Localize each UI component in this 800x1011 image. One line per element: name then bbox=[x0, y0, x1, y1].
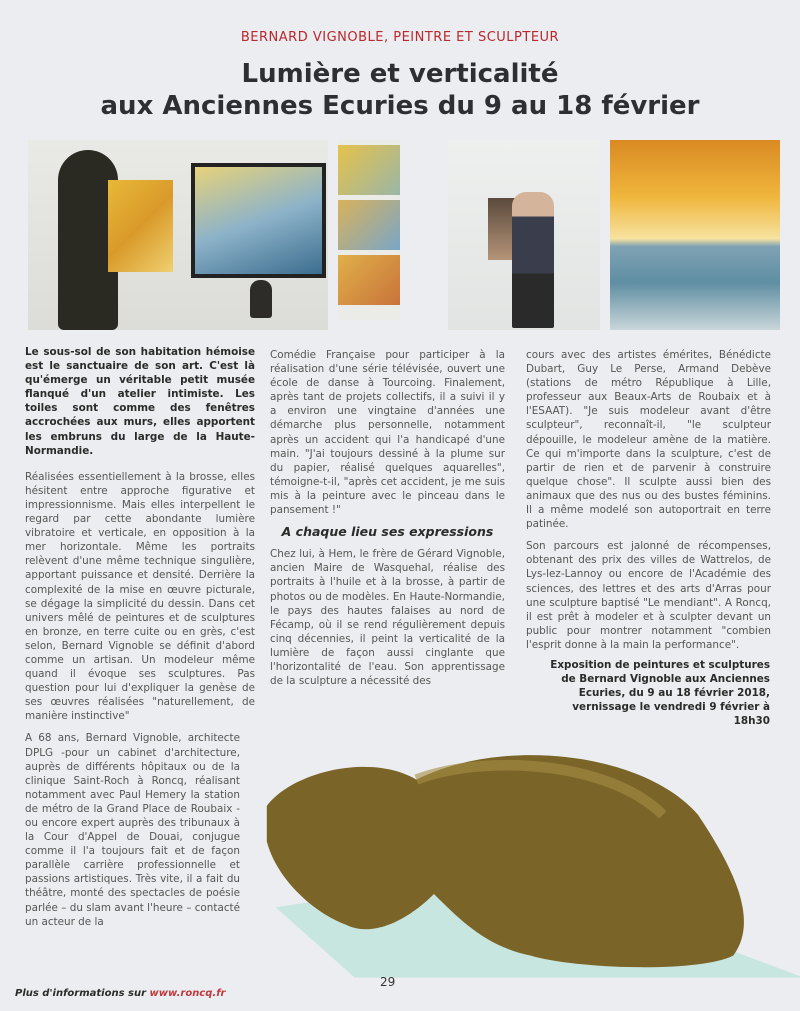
body-paragraph: Chez lui, à Hem, le frère de Gérard Vignoble, ancien Maire de Wasquehal, réalise des portraits à l'huile et à la brosse, à partir de photos ou de modèles. En Haute-Normandie, le pays des hautes falaises au nord de Fécamp, où il se rend régulièrement depuis cinq décennies, il peint la verticalité de la lumière de façon aussi cinglante que l'horizontalité de l'eau. Son apprentissage de la sculpture a nécessité des bbox=[270, 548, 505, 688]
article-title bbox=[0, 58, 800, 122]
page-number: 29 bbox=[380, 975, 396, 989]
footer-info bbox=[15, 988, 225, 999]
bronze-sculpture-photo bbox=[258, 718, 800, 978]
artist-portrait-photo bbox=[448, 140, 600, 330]
title-line-2: aux Anciennes Ecuries du 9 au 18 février bbox=[100, 91, 700, 121]
title-line-1: Lumière et verticalité bbox=[241, 59, 559, 89]
bust-sculpture bbox=[250, 280, 272, 318]
website-link[interactable]: www.roncq.fr bbox=[149, 988, 226, 999]
gallery-photo bbox=[28, 140, 328, 330]
column-1 bbox=[25, 345, 255, 937]
body-paragraph: Son parcours est jalonné de récompenses, obtenant des prix des villes de Wattrelos, de Lys-lez-Lannoy ou encore de l'Académie des sciences, des lettres et des arts d'Arras pour une sculpture baptisé "Le mendiant". A Roncq, il est prêt à modeler et à sculpter devant un public pour montrer notamment "combien l'esprit donne à la main la performance". bbox=[526, 540, 771, 651]
body-paragraph: cours avec des artistes émérites, Bénédicte Dubart, Guy Le Perse, Armand Debève (stations de métro République à Lille, professeur aux Beaux-Arts de Roubaix et à l'ESAAT). "Je suis modeleur avant d'être sculpteur", reconnaît-il, "le sculpteur dépouille, le modeleur amène de la matière. Ce qui m'importe dans la sculpture, c'est de partir de rien et de parvenir à construire quelque chose". Il sculpte aussi bien des animaux que des nus ou des bustes féminins. Il a même modelé son autoportrait en terre patinée. bbox=[526, 349, 771, 531]
painting-framed bbox=[191, 163, 326, 278]
footer-text: Plus d'informations sur bbox=[15, 988, 147, 999]
kicker: BERNARD VIGNOBLE, PEINTRE ET SCULPTEUR bbox=[240, 30, 560, 45]
artist-figure bbox=[512, 192, 554, 328]
subheading: A chaque lieu ses expressions bbox=[281, 524, 494, 540]
painting-stack bbox=[338, 140, 400, 320]
exhibition-caption: Exposition de peintures et sculptures de Bernard Vignoble aux Anciennes Ecuries, du 9 au 18 février 2018, vernissage le vendredi 9 février à 18h30 bbox=[550, 659, 770, 727]
seascape-painting bbox=[610, 140, 780, 330]
column-3 bbox=[526, 348, 771, 660]
body-paragraph: Comédie Française pour participer à la réalisation d'une série télévisée, ouvert une école de danse à Tourcoing. Finalement, après tant de projets collectifs, il a suivi il y a environ une vingtaine d'années une démarche plus personnelle, notamment après un accident qui l'a handicapé d'une main. "J'ai toujours dessiné à la plume sur du papier, réalisé quelques aquarelles", témoigne-t-il, "après cet accident, je me suis mis à la peinture avec le pinceau dans le pansement !" bbox=[270, 349, 505, 517]
body-paragraph: Réalisées essentiellement à la brosse, elles hésitent entre approche figurative et impressionnisme. Mais elles interpellent le regard par cette abondante lumière vibratoire et verticale, en opposition à la mer horizontale. Même les portraits relèvent d'une même technique singulière, apportant puissance et densité. Derrière la complexité de la mise en œuvre picturale, se dégage la simplicité du dessin. Dans cet univers mêlé de peintures et de sculptures en bronze, en terre cuite ou en grès, c'est selon, Bernard Vignoble se définit d'abord comme un artisan. Un modeleur même quand il évoque ses sculptures. Pas question pour lui d'expliquer la genèse de ses œuvres réalisées "naturellement, de manière instinctive" bbox=[25, 470, 255, 723]
painting-yellow bbox=[108, 180, 173, 272]
body-paragraph: A 68 ans, Bernard Vignoble, architecte DPLG -pour un cabinet d'architecture, auprès de différents hôpitaux ou de la clinique Saint-Roch à Roncq, réalisant notamment avec Paul Hemery la station de métro de la Grand Place de Roubaix - ou encore expert auprès des tribunaux à la Cour d'Appel de Douai, conjugue comme il l'a toujours fait et de façon parallèle carrière professionnelle et passions artistiques. Très vite, il a fait du théâtre, monté des spectacles de poésie parlée – du slam avant l'heure – contacté un acteur de la bbox=[25, 732, 240, 928]
lead-paragraph: Le sous-sol de son habitation hémoise est le sanctuaire de son art. C'est là qu'émerge un véritable petit musée flanqué d'un atelier intimiste. Les toiles sont comme des fenêtres accrochées aux murs, elles apportent les embruns du large de la Haute-Normandie. bbox=[25, 346, 255, 457]
column-2 bbox=[270, 348, 505, 696]
